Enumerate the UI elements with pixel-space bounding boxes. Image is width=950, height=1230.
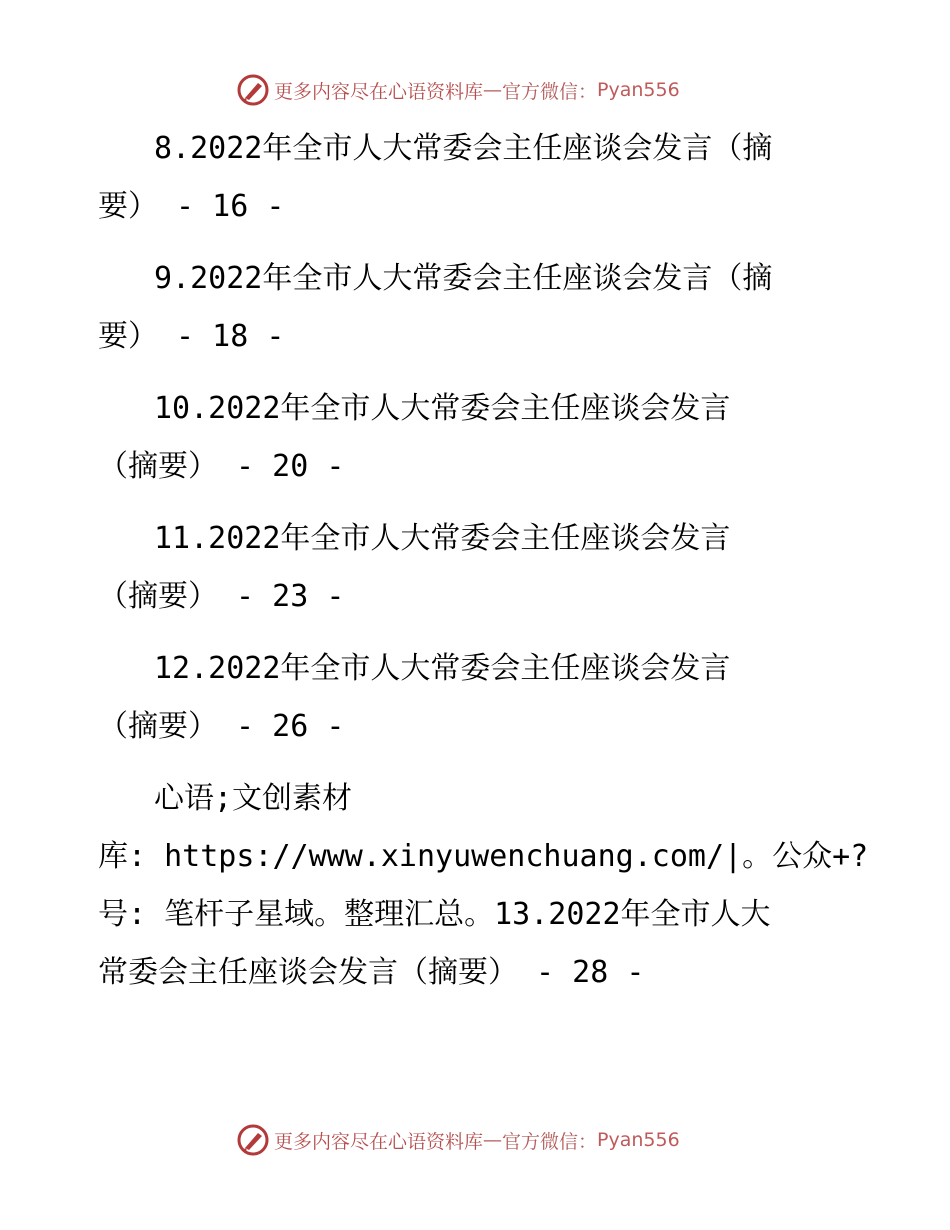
pen-logo-icon xyxy=(236,1123,270,1157)
watermark-official-label: 官方微信： xyxy=(502,1130,598,1153)
paragraph-line: 常委会主任座谈会发言（摘要） - 28 - xyxy=(98,955,645,990)
final-paragraph xyxy=(98,770,869,1002)
toc-entry-line: （摘要） - 23 - xyxy=(98,579,345,614)
toc-entry-line: 要） - 16 - xyxy=(98,189,285,224)
toc-entry-10 xyxy=(98,380,858,496)
paragraph-line: 号: 笔杆子星域。整理汇总。13.2022年全市人大 xyxy=(98,897,771,932)
toc-entry-9 xyxy=(98,250,858,366)
toc-entry-line: 9.2022年全市人大常委会主任座谈会发言（摘 xyxy=(154,261,773,296)
toc-entry-11 xyxy=(98,510,858,626)
toc-entry-8 xyxy=(98,120,858,236)
watermark-wechat-id: Pyan556 xyxy=(597,1129,680,1151)
toc-entry-line: 10.2022年全市人大常委会主任座谈会发言 xyxy=(154,391,731,426)
toc-entry-line: （摘要） - 26 - xyxy=(98,709,345,744)
toc-entry-line: 12.2022年全市人大常委会主任座谈会发言 xyxy=(154,651,731,686)
watermark-official-label: 官方微信： xyxy=(502,80,598,103)
watermark-wechat-id: Pyan556 xyxy=(597,79,680,101)
pen-logo-icon xyxy=(236,73,270,107)
watermark-main-text: 更多内容尽在心语资料库 xyxy=(274,80,484,103)
watermark-dash: — xyxy=(483,79,503,101)
toc-entry-line: （摘要） - 20 - xyxy=(98,449,345,484)
watermark-main-text: 更多内容尽在心语资料库 xyxy=(274,1130,484,1153)
header-watermark xyxy=(236,70,716,110)
watermark-dash: — xyxy=(483,1129,503,1151)
toc-entry-line: 8.2022年全市人大常委会主任座谈会发言（摘 xyxy=(154,131,773,166)
footer-watermark xyxy=(236,1120,716,1160)
toc-entry-line: 要） - 18 - xyxy=(98,319,285,354)
paragraph-line: 心语;文创素材 xyxy=(154,781,353,816)
toc-entry-line: 11.2022年全市人大常委会主任座谈会发言 xyxy=(154,521,731,556)
paragraph-line: 库: https://www.xinyuwenchuang.com/|。公众+? xyxy=(98,839,869,874)
document-body xyxy=(98,120,869,1016)
toc-entry-12 xyxy=(98,640,858,756)
